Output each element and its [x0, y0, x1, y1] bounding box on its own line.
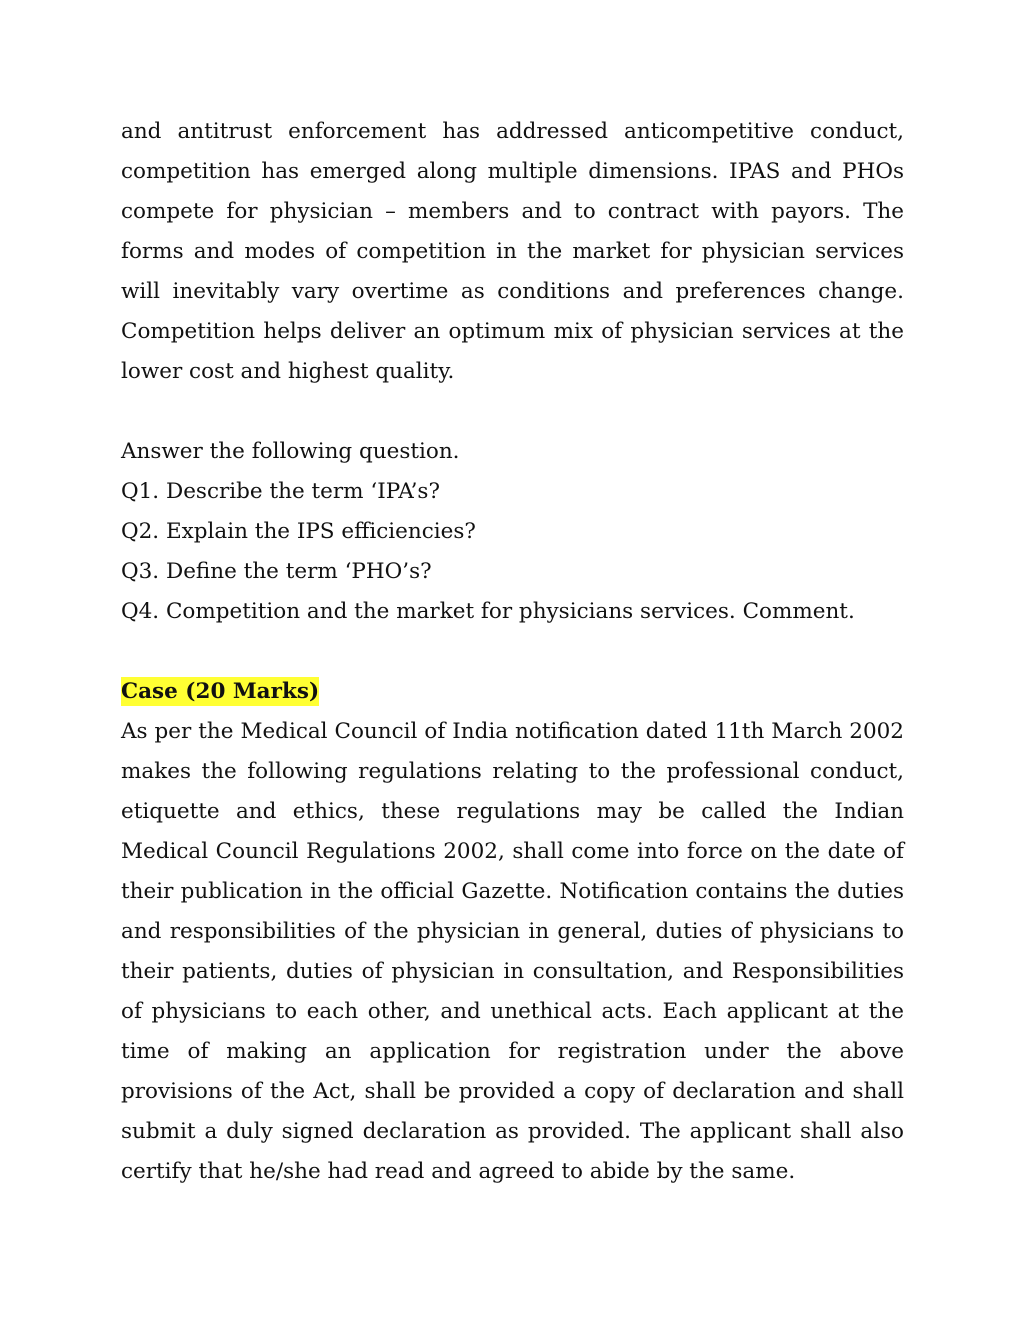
intro-paragraph: and antitrust enforcement has addressed anticompetitive conduct, competition has emerged along multiple dimensions. IPAS and PHOs compete for physician – members and to contract with payors. The forms and modes of competition in the market for physician services will inevitably vary overtime as conditions and preferences change. Competition helps deliver an optimum mix of physician services at the lower cost and highest quality. [121, 119, 904, 384]
question-item: Q4. Competition and the market for physicians services. Comment. [121, 599, 855, 624]
questions-prompt: Answer the following question. [121, 439, 460, 464]
document-page [121, 112, 904, 1192]
question-item: Q3. Define the term ‘PHO’s? [121, 559, 432, 584]
case-paragraph: As per the Medical Council of India notification dated 11th March 2002 makes the following regulations relating to the professional conduct, etiquette and ethics, these regulations may be called the Indian Medical Council Regulations 2002, shall come into force on the date of their publication in the official Gazette. Notification contains the duties and responsibilities of the physician in general, duties of physicians to their patients, duties of physician in consultation, and Responsibilities of physicians to each other, and unethical acts. Each applicant at the time of making an application for registration under the above provisions of the Act, shall be provided a copy of declaration and shall submit a duly signed declaration as provided. The applicant shall also certify that he/she had read and agreed to abide by the same. [121, 719, 904, 1184]
case-heading-line [121, 672, 904, 712]
case-heading: Case (20 Marks) [121, 679, 320, 704]
case-section [121, 672, 904, 1192]
question-item: Q1. Describe the term ‘IPA’s? [121, 479, 440, 504]
paragraph-gap [121, 632, 904, 672]
question-item: Q2. Explain the IPS efficiencies? [121, 519, 476, 544]
paragraph-gap [121, 392, 904, 432]
questions-section [121, 432, 904, 632]
